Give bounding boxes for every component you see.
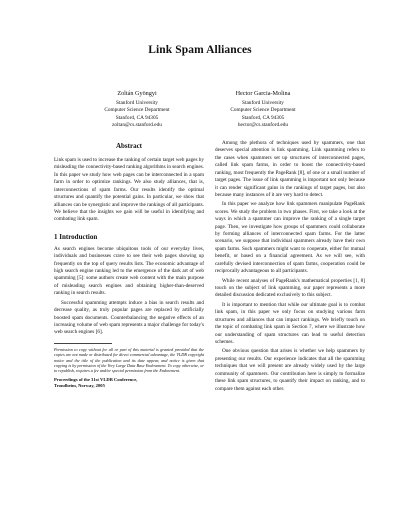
- body-paragraph-5: One obvious question that arises is whether we help spammers by presenting our results. Our experience indicates that all the spamming techniques that we will present are already widely used by the large community of spammers. Our contribution here is simply to formalize these link spam structures, to quantify their impact on ranking, and to compare them against each other.: [215, 348, 365, 392]
- copyright-footnote: Permission to copy without fee all or part of this material is granted provided that the copies are not made or distributed for direct commercial advantage, the VLDB copyright notice and the title of the publication and its date appear, and notice is given that copying is by permission of the Very Large Data Base Endowment. To copy otherwise, or to republish, requires a fee and/or special permission from the Endowment.: [54, 346, 204, 374]
- author-affiliation: Stanford University: [242, 100, 284, 106]
- author-email: hector@cs.stanford.edu: [237, 122, 289, 129]
- intro-paragraph-2: Successful spamming attempts induce a bias in search results and decrease quality, as truly popular pages are replaced by artificially boosted spam documents. Counterbalancing the negative effects of an increasing volume of web spam represents a major challenge for today's web search engines [6].: [54, 299, 204, 336]
- footnote-divider: [54, 343, 112, 344]
- left-column: [54, 142, 204, 389]
- author-location: Stanford, CA 94305: [241, 114, 285, 121]
- abstract-heading: Abstract: [115, 142, 143, 150]
- body-paragraph-1: Among the plethora of techniques used by spammers, one that deserves special attention is link spamming. Link spamming refers to the cases when spammers set up structures of interconnected pages, called link spam farms, in order to boost the connectivity-based ranking, most frequently the PageRank [8], of one or a small number of target pages. The issue of link spamming is important not only because it can render significant gains in the rankings of target pages, but also because many instances of it are very hard to detect.: [215, 140, 365, 198]
- proceedings-line-1: Proceedings of the 31st VLDB Conference,: [54, 376, 138, 382]
- author-name: Hector Garcia-Molina: [235, 90, 291, 97]
- author-department: Computer Science Department: [104, 107, 170, 114]
- author-affiliation: Stanford University: [116, 100, 158, 106]
- section-heading-introduction: 1 Introduction: [54, 232, 98, 241]
- author-email: zoltan@cs.stanford.edu: [112, 122, 162, 129]
- paper-title: Link Spam Alliances: [148, 44, 252, 56]
- author-block-2: [188, 88, 338, 130]
- body-paragraph-2: In this paper we analyze how link spammers manipulate PageRank scores. We study the problem in two phases. First, we take a look at the ways in which a spammer can improve the ranking of a single target page. Then, we investigate how groups of spammers could collaborate by forming alliances of interconnected spam farms. For the latter scenario, we suppose that individual spammers already have their own spam farms. Such spammers might want to cooperate, either for mutual benefit, or based on a financial agreement. As we will see, with carefully devised interconnection of spam farms, cooperation could be reciprocally advantageous to all participants.: [215, 201, 365, 275]
- body-paragraph-4: It is important to mention that while our ultimate goal is to combat link spam, in this paper we only focus on studying various farm structures and alliances that can impact rankings. We briefly touch on the topic of combating link spam in Section 7, where we illustrate how our understanding of spam structures can lead to useful detection schemes.: [215, 301, 365, 345]
- author-department: Computer Science Department: [230, 107, 296, 114]
- author-location: Stanford, CA 94305: [115, 114, 159, 121]
- abstract-text: Link spam is used to increase the ranking of certain target web pages by misleading the connectivity-based ranking algorithms in search engines. In this paper we study how web pages can be interconnected in a spam farm in order to optimize rankings. We also study alliances, that is, interconnections of spam farms. Our results identify the optimal structures and quantify the potential gains. In particular, we show that alliances can be synergistic and improve the rankings of all participants. We believe that the insights we gain will be useful in identifying and combating link spam.: [54, 157, 204, 223]
- intro-paragraph-1: As search engines become ubiquitous tools of our everyday lives, individuals and businesses crave to see their web pages showing up frequently on the top of query results lists. The economic advantage of high search engine ranking led to the emergence of the dark art of web spamming [5]: some authors create web content with the main purpose of misleading search engines and obtaining higher-than-deserved ranking in search results.: [54, 245, 204, 297]
- right-column: [215, 140, 365, 395]
- author-name: Zoltán Gyöngyi: [117, 90, 157, 97]
- body-paragraph-3: While recent analyses of PageRank's mathematical properties [1, 8] touch on the subject of link spamming, our paper represents a more detailed discussion dedicated exclusively to this subject.: [215, 277, 365, 299]
- proceedings-line-2: Trondheim, Norway, 2005: [54, 382, 105, 388]
